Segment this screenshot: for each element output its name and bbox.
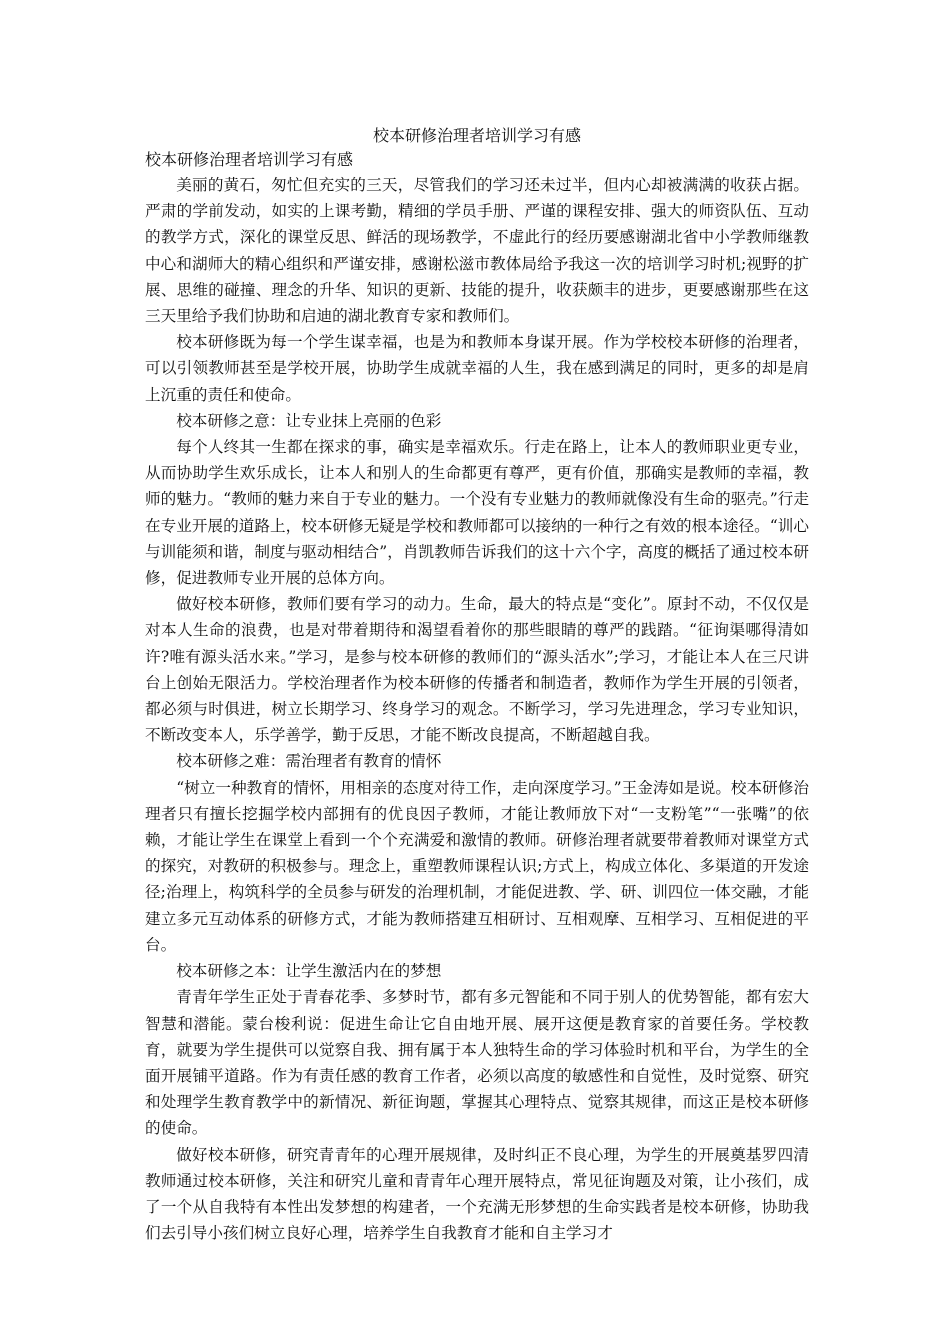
body-paragraph: 每个人终其一生都在探求的事，确实是幸福欢乐。行走在路上，让本人的教师职业更专业，从而协助学生欢乐成长，让本人和别人的生命都更有尊严，更有价值，那确实是教师的幸福，教师的魅力。“教师的魅力来自于专业的魅力。一个没有专业魅力的教师就像没有生命的驱壳。”行走在专业开展的道路上，校本研修无疑是学校和教师都可以接纳的一种行之有效的根本途径。“训心与训能须和谐，制度与驱动相结合”，肖凯教师告诉我们的这十六个字，高度的概括了通过校本研修，促进教师专业开展的总体方向。 (145, 438, 809, 588)
document-subtitle: 校本研修治理者培训学习有感 (145, 150, 354, 169)
body-paragraph: “树立一种教育的情怀，用相亲的态度对待工作，走向深度学习。”王金涛如是说。校本研修治理者只有擅长挖掘学校内部拥有的优良因子教师，才能让教师放下对“一支粉笔”“一张嘴”的依赖，才能让学生在课堂上看到一个个充满爱和激情的教师。研修治理者就要带着教师对课堂方式的探究，对教研的积极参与。理念上，重塑教师课程认识;方式上，构成立体化、多渠道的开发途径;治理上，构筑科学的全员参与研发的治理机制，才能促进教、学、研、训四位一体交融，才能建立多元互动体系的研修方式，才能为教师搭建互相研讨、互相观摩、互相学习、互相促进的平台。 (145, 778, 809, 954)
body-paragraph: 美丽的黄石，匆忙但充实的三天，尽管我们的学习还未过半，但内心却被满满的收获占据。严肃的学前发动，如实的上课考勤，精细的学员手册、严谨的课程安排、强大的师资队伍、互动的教学方式，深化的课堂反思、鲜活的现场教学，不虚此行的经历要感谢湖北省中小学教师继教中心和湖师大的精心组织和严谨安排，感谢松滋市教体局给予我这一次的培训学习时机;视野的扩展、思维的碰撞、理念的升华、知识的更新、技能的提升，收获颇丰的进步，更要感谢那些在这三天里给予我们协助和启迪的湖北教育专家和教师们。 (145, 176, 809, 326)
document-body (145, 172, 809, 1246)
document-page (145, 124, 809, 1246)
body-paragraph: 做好校本研修，研究青青年的心理开展规律，及时纠正不良心理，为学生的开展奠基罗四清教师通过校本研修，关注和研究儿童和青青年心理开展特点，常见征询题及对策，让小孩们，成了一个从自我特有本性出发梦想的构建者，一个充满无形梦想的生命实践者是校本研修，协助我们去引导小孩们树立良好心理，培养学生自我教育才能和自主学习才 (145, 1145, 809, 1243)
section-heading: 校本研修之本：让学生激活内在的梦想 (176, 962, 442, 981)
body-paragraph: 青青年学生正处于青春花季、多梦时节，都有多元智能和不同于别人的优势智能，都有宏大智慧和潜能。蒙台梭利说：促进生命让它自由地开展、展开这便是教育家的首要任务。学校教育，就要为学生提供可以觉察自我、拥有属于本人独特生命的学习体验时机和平台，为学生的全面开展铺平道路。作为有责任感的教育工作者，必须以高度的敏感性和自觉性，及时觉察、研究和处理学生教育教学中的新情况、新征询题，掌握其心理特点、觉察其规律，而这正是校本研修的使命。 (145, 988, 809, 1138)
body-paragraph: 做好校本研修，教师们要有学习的动力。生命，最大的特点是“变化”。原封不动，不仅仅是对本人生命的浪费，也是对带着期待和渴望看着你的那些眼睛的尊严的践踏。“征询渠哪得清如许?唯有源头活水来。”学习，是参与校本研修的教师们的“源头活水”;学习，才能让本人在三尺讲台上创始无限活力。学校治理者作为校本研修的传播者和制造者，教师作为学生开展的引领者，都必须与时俱进，树立长期学习、终身学习的观念。不断学习，学习先进理念，学习专业知识，不断改变本人，乐学善学，勤于反思，才能不断改良提高，不断超越自我。 (145, 595, 809, 745)
body-paragraph: 校本研修既为每一个学生谋幸福，也是为和教师本身谋开展。作为学校校本研修的治理者，可以引领教师甚至是学校开展，协助学生成就幸福的人生，我在感到满足的同时，更多的却是肩上沉重的责任和使命。 (145, 333, 809, 404)
section-heading: 校本研修之意：让专业抹上亮丽的色彩 (176, 411, 442, 430)
document-title: 校本研修治理者培训学习有感 (372, 126, 581, 145)
section-heading: 校本研修之难：需治理者有教育的情怀 (176, 752, 442, 771)
